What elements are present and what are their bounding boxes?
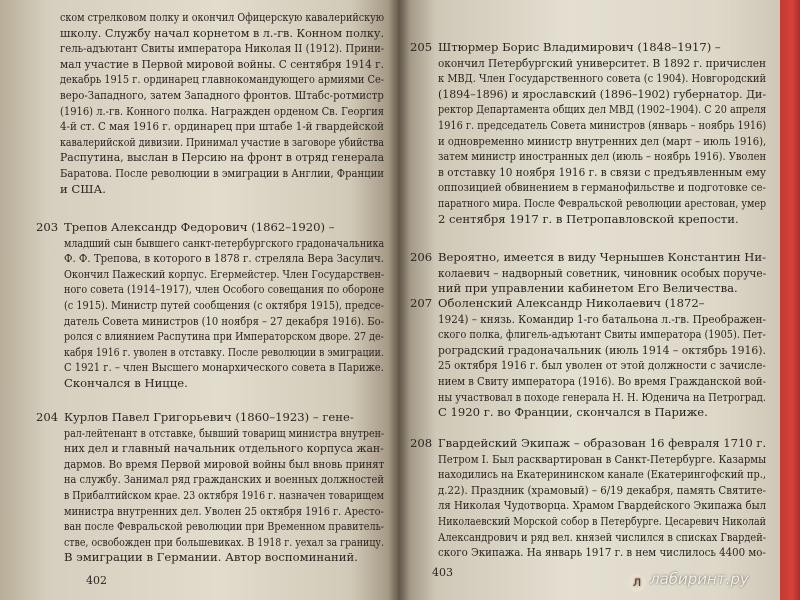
text-line: веро-Западного, затем Западного фронтов. Штабс-ротмистр <box>60 88 384 102</box>
text-line: датель Совета министров (10 ноября – 27 декабря 1916). Бо- <box>64 313 384 328</box>
note-number: 207 <box>410 296 433 310</box>
text-line: 1916 г. председатель Совета министров (январь – ноябрь 1916) <box>438 118 767 132</box>
text-line: них дел и главный начальник отдельного корпуса жан- <box>64 441 384 456</box>
text-line: роградский градоначальник (июль 1914 – октябрь 1916). <box>438 342 766 357</box>
note-number: 208 <box>410 436 433 450</box>
text-line: Окончил Пажеский корпус. Егермейстер. Член Государствен- <box>64 266 385 281</box>
text-line: Николаевский Морской собор в Петербурге. Цесаревич Николай <box>438 514 766 528</box>
page-number-right: 403 <box>432 566 453 579</box>
text-line: окончил Петербургский университет. В 1892 г. причислен <box>438 55 766 70</box>
text-line: ского полка, флигель-адъютант Свиты императора (1905). Пет- <box>438 327 766 342</box>
text-line: д.22). Праздник (храмовый) – 6/19 декабря, память Святите- <box>438 482 767 497</box>
text-line: к МВД. Член Государственного совета (с 1904). Новгородский <box>438 71 767 86</box>
text-line: нием в Свиту императора (1916). Во время Гражданской вой- <box>438 374 766 388</box>
right-page <box>398 0 780 600</box>
watermark-text: лабиринт.ру <box>650 570 749 588</box>
text-line: (1894–1896) и ярославский (1896–1902) губернатор. Ди- <box>438 86 767 101</box>
text-line: и одновременно министр внутренних дел (март – июль 1916), <box>438 133 767 148</box>
text-line: министра внутренних дел. Уволен 25 октября 1916 г. Аресто- <box>64 503 384 518</box>
text-line: ний при управлении кабинетом Его Величества. <box>438 281 738 296</box>
text-line: С 1921 г. – член Высшего монархического совета в Париже. <box>64 360 384 375</box>
text-line: оппозицией обвинением в германофильстве и подготовке се- <box>438 180 766 195</box>
text-line: Петром I. Был расквартирован в Санкт-Петербурге. Казармы <box>438 451 767 466</box>
text-line: С 1920 г. во Франции, скончался в Париже. <box>438 405 708 420</box>
text-line: 2 сентября 1917 г. в Петропавловской крепости. <box>438 211 739 226</box>
text-line: стве, освобожден при большевиках. В 1918 г. уехал за границу. <box>64 534 384 549</box>
text-line: Скончался в Ницце. <box>64 376 188 390</box>
text-line: школу. Службу начал корнетом в л.-гв. Конном полку. <box>60 25 385 40</box>
text-line: ля Николая Чудотворца. Храмом Гвардейского Экипажа был <box>438 498 767 513</box>
text-line: и США. <box>60 181 106 196</box>
watermark <box>628 570 749 592</box>
labirint-logo-icon: л <box>628 574 646 592</box>
note-number: 203 <box>36 220 59 234</box>
text-line: Александрович и ряд вел. князей числился в списках Гвардей- <box>438 529 767 544</box>
text-line: Вероятно, имеется в виду Чернышев Константин Ни- <box>438 250 767 264</box>
text-line: паратного мира. После Февральской революции арестован, умер <box>438 196 767 210</box>
book-cover-edge <box>780 0 800 600</box>
text-line: находились на Екатерининском канале (Екатерингофский пр., <box>438 467 766 482</box>
text-line: ван после Февральской революции при Временном правитель- <box>64 519 385 534</box>
text-line: затем министр иностранных дел (июль – ноябрь 1916). Уволен <box>438 149 767 164</box>
text-line: Гвардейский Экипаж – образован 16 февраля 1710 г. <box>438 436 767 450</box>
text-line: кавалерийской дивизии. Принимал участие в заговоре убийства <box>60 134 384 149</box>
text-line: в Прибалтийском крае. 23 октября 1916 г. назначен товарищем <box>64 488 384 502</box>
text-line: ском стрелковом полку и окончил Офицерскую кавалерийскую <box>60 10 385 24</box>
text-line: Трепов Александр Федорович (1862–1920) – <box>64 220 335 234</box>
text-line: гель-адъютант Свиты императора Николая II (1912). Прини- <box>60 41 385 56</box>
text-line: 1924) – князь. Командир 1-го батальона л.-гв. Преображен- <box>438 311 767 326</box>
text-line: 4-й ст. С мая 1916 г. ординарец при штабе 1-й гвардейской <box>60 119 384 134</box>
text-line: колаевич – надворный советник, чиновник особых поруче- <box>438 265 767 280</box>
text-line: кабря 1916 г. уволен в отставку. После революции в эмиграции. <box>64 344 384 359</box>
text-line: Курлов Павел Григорьевич (1860–1923) – гене- <box>64 410 354 424</box>
text-line: Баратова. После революции в эмиграции в Англии, Франции <box>60 166 384 180</box>
text-line: на службу. Занимал ряд гражданских и военных должностей <box>64 472 384 487</box>
note-number: 204 <box>36 410 59 424</box>
text-line: ского Экипажа. На январь 1917 г. в нем числилось 4400 мо- <box>438 545 766 560</box>
text-line: В эмиграции в Германии. Автор воспоминаний. <box>64 550 358 565</box>
text-line: младший сын бывшего санкт-петербургского градоначальника <box>64 235 385 250</box>
text-line: ролся с влиянием Распутина при Императорском дворе. 27 де- <box>64 329 384 344</box>
left-page <box>0 0 398 600</box>
text-line: рал-лейтенант в отставке, бывший товарищ министра внутрен- <box>64 425 385 440</box>
text-line: ректор Департамента общих дел МВД (1902–1904). С 20 апреля <box>438 102 767 117</box>
page-number-left: 402 <box>86 574 107 587</box>
text-line: (1916) л.-гв. Конного полка. Награжден орденом Св. Георгия <box>60 103 384 118</box>
text-line: Распутина, выслан в Персию на фронт в отряд генерала <box>60 150 385 165</box>
text-line: Оболенский Александр Николаевич (1872– <box>438 296 705 310</box>
text-line: в отставку 10 ноября 1916 г. в связи с предъявленным ему <box>438 164 767 179</box>
text-line: 25 октября 1916 г. был уволен от этой должности с зачисле- <box>438 358 766 373</box>
text-line: дармов. Во время Первой мировой войны был вновь принят <box>64 456 385 471</box>
book-gutter <box>388 0 410 600</box>
note-number: 206 <box>410 250 433 264</box>
text-line: ны участвовал в походе генерала Н. Н. Юденича на Петроград. <box>438 389 766 404</box>
note-number: 205 <box>410 40 433 54</box>
text-line: Штюрмер Борис Владимирович (1848–1917) – <box>438 40 721 54</box>
text-line: ного совета (1914–1917), член Особого совещания по обороне <box>64 282 385 297</box>
text-line: мал участие в Первой мировой войны. С сентября 1914 г. <box>60 56 385 71</box>
text-line: Ф. Ф. Трепова, в которого в 1878 г. стреляла Вера Засулич. <box>64 251 385 266</box>
text-line: (с 1915). Министр путей сообщения (с октября 1915), предсе- <box>64 298 384 312</box>
text-line: декабрь 1915 г. ординарец главнокомандующего армиями Се- <box>60 72 385 87</box>
